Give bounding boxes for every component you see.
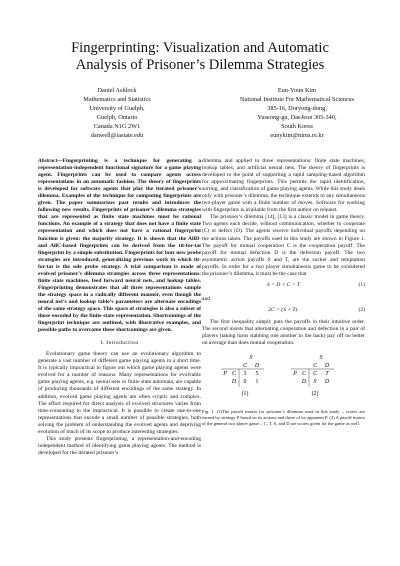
matrix-1-s-label: S xyxy=(249,355,252,362)
matrix-1-p-label: P xyxy=(222,371,227,378)
author-2-email: eunykim@nims.re.kr xyxy=(270,132,324,140)
matrix-2-col-d: D xyxy=(324,363,329,370)
author-2-addr2: Yuseong-gu, DaeJeon 305-340, xyxy=(257,114,337,122)
author-2-country: South Korea xyxy=(281,123,313,131)
matrix-1-row-c: C xyxy=(231,371,236,378)
author-1-univ: University of Guelph, xyxy=(89,105,145,113)
author-2-addr1: 385-16, Doryong-dong, xyxy=(267,105,327,113)
section-heading-introduction: I. Introduction xyxy=(100,340,139,347)
right-paragraph-3: The first inequality simply puts the payoffs in their intuitive order. The second insists that alternating cooperation and defection in a pair of players (taking turns stabbing one another in the back) pay off no better on average than does mutual cooperation. xyxy=(202,318,365,346)
matrix-2-s-label: S xyxy=(319,355,322,362)
matrix-2-dc: S xyxy=(313,379,316,386)
right-paragraph-1: dilemma and applied to three representations: finite state machines, lookup tables, and artificial neural nets. The theory of fingerprints is developed to the point of supporting a rapid sampling-based algorithm for approximating fingerprints. This permits the rapid identification, sorting, and classification of game playing agents. While this study deals only with prisoner’s dilemma, the technique extends to any simultaneous two-player game with a finite number of moves. Software for working with fingerprints is available from the first author on request. xyxy=(202,158,365,214)
author-2-name: Eun-Youn Kim xyxy=(277,87,317,94)
matrix-2-dd: D xyxy=(324,379,329,386)
matrix-2-row-c: C xyxy=(301,371,306,378)
matrix-1-col-d: D xyxy=(254,363,259,370)
figure-1-caption: Fig. 1. (1)The payoff matrix for prisoner’s dilemma used in this study – scores are earned by strategy P based on its actions and those of its opponent P. (2) A payoff matrix of the general two player game – C, T, S, and D are scores given for the game as well. xyxy=(202,409,365,426)
equation-1-number: (1) xyxy=(358,281,365,288)
payoff-matrix-figure xyxy=(219,353,349,405)
matrix-1-tag: (1) xyxy=(241,391,248,398)
matrix-1-dc: 0 xyxy=(243,379,246,386)
paper-title xyxy=(20,40,380,74)
equation-2-number: (2) xyxy=(358,306,365,313)
matrix-2-p-label: P xyxy=(292,371,297,378)
author-block-1 xyxy=(42,86,192,141)
matrix-2-cd: T xyxy=(324,371,329,378)
intro-paragraph-1: Evolutionary game theory can use an evolutionary algorithm to generate a vast number of different game playing agents in a short time. It is typically impractical to figure out which game playing agents were evolved for a number of reasons. Many representations for evolvable game playing agents, e.g. neural nets or finite state automata, are capable of producing thousands of different encodings of the same strategy. In addition, evolved game playing agents are often cryptic and complex. The effort required for direct analysis of evolved structures varies from time-consuming to the impractical. It is possible to create one-to-one representations that encode a small number of possible strategies, both solving the problem of understanding the evolved agents and depriving evolution of much of its scope to produce interesting strategies. xyxy=(38,351,201,435)
author-1-postal: Canada N1G 2W1 xyxy=(93,123,141,131)
title-line-1: Fingerprinting: Visualization and Automatic xyxy=(71,40,329,56)
author-1-city: Guelph, Ontario xyxy=(96,114,138,122)
title-line-2: Analysis of Prisoner’s Dilemma Strategies xyxy=(75,57,325,73)
equation-2-body: 2C > (S + T). xyxy=(268,306,299,313)
right-column xyxy=(202,158,365,431)
matrix-2-col-c: C xyxy=(312,363,317,370)
abstract-text: —Fingerprinting is a technique for generating a representation-independent functional signature for a game playing agent. Fingerprints can be used to compare agents across representations in an automatic fashion. The theory of fingerprints is developed for software agents that play the iterated prisoner’s dilemma. Examples of the technique for computing fingerprints are given. The paper summarizes past results and introduces the following new results. Fingerprints of prisoner’s dilemma strategies that are represented as finite state machines must be rational functions. An example of a strategy that does not have a finite state representation and which does not have a rational fingerprint function is given: the majority strategy. It is shown that the AllD- and AllC-based fingerprints can be derived from the tit-for-tat fingerprint by a simple substitution. Fingerprints for four new probe strategies are introduced, generalizing previous work in which tit-for-tat is the sole probe strategy. A trial comparison is made of evolved prisoner’s dilemma strategies across three representations: finite state machines, feed forward neural nets, and lookup tables. Fingerprinting demonstrates that all three representations sample the strategy space in a radically different manner, even though the neural net’s and lookup table’s parameters are alternate encodings of the same strategy space. This space of strategies is also a subset of those encoded by the finite state representation. Shortcomings of the fingerprint technique are outlined, with illustrative examples, and possible paths to overcome these shortcomings are given. xyxy=(38,158,201,334)
equation-1-body: S < D < C < T xyxy=(266,281,301,288)
matrix-2-cc: C xyxy=(312,371,317,378)
equation-2 xyxy=(202,303,365,319)
matrix-2-tag: (2) xyxy=(311,391,318,398)
matrix-2-row-d: D xyxy=(301,379,306,386)
equation-1 xyxy=(202,278,365,294)
matrix-1-row-d: D xyxy=(231,379,236,386)
left-column xyxy=(38,158,201,457)
matrix-1-cc: 3 xyxy=(243,371,246,378)
author-block-2 xyxy=(202,86,392,141)
right-paragraph-2: The prisoner’s dilemma [14], [13] is a classic model in game theory. Two agents each decide, without communication, whether to cooperate (C) or defect (D). The agents receive individual payoffs depending on the actions taken. The payoffs used in this study are shown in Figure 1. The payoff for mutual cooperation C is the cooperation payoff. The payoff for mutual defection D is the defection payoff. The two asymmetric action payoffs S and T, are the sucker and temptation payoffs. In order for a two player simultaneous game to be considered the prisoner’s dilemma, it must be the case that xyxy=(202,214,365,277)
abstract xyxy=(38,158,201,334)
matrix-1-col-c: C xyxy=(242,363,247,370)
matrix-1-dd: 1 xyxy=(255,379,258,386)
author-1-name: Daniel Ashlock xyxy=(97,87,137,94)
and-word: and xyxy=(202,295,211,302)
abstract-lead: Abstract xyxy=(38,158,58,164)
intro-paragraph-2: This study presents fingerprinting, a representation-and-encoding independent method of identifying game playing agents. The method is developed for the iterated prisoner’s xyxy=(38,435,201,456)
author-2-inst: National Institute For Mathematical Sciences xyxy=(239,96,354,104)
author-1-email: danwell@iastate.edu xyxy=(90,132,144,140)
matrix-1-cd: 5 xyxy=(255,371,258,378)
author-1-dept: Mathematics and Statistics xyxy=(83,96,151,104)
